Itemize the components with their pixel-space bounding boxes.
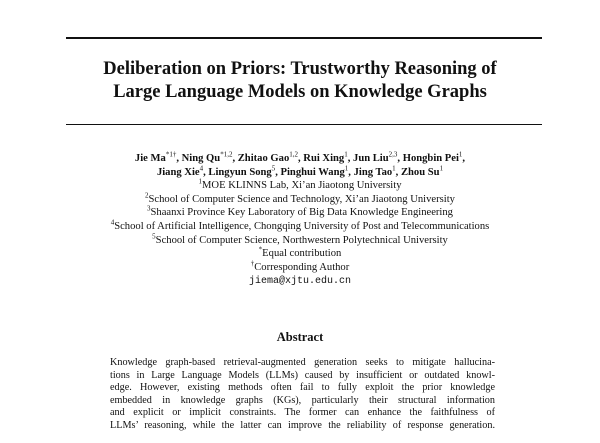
author-line-1: Jie $Ma^{*1\dagger}$, Ning Qu$^{*1,2}$, Zhitao Gao$^{1,2}$, Rui Xing$^1$, Jun Liu$^{2,3}$, Hongbin Pei$^1$, [134,150,466,164]
author-name: Jun Liu [353,153,389,164]
author-sup: 1 [344,164,349,173]
title-rule-top [66,37,542,39]
author-sup: 1 [439,164,444,173]
author-sup: 1 [344,150,348,159]
author-sup: *1,2 [220,150,233,159]
abstract-line: embedded in knowledge graphs (KGs), particularly their structural information [110,394,495,406]
affiliation-4: $^4$School of Artificial Intelligence, Chongqing University of Post and Telecommunications [110,218,490,232]
author-sup: 1 [458,150,463,159]
contact-email: jiema@xjtu.edu.cn [248,276,352,288]
abstract-line: LLMs’ reasoning, while the latter can improve the reliability of response generation. [110,419,495,431]
author-sup: 1,2 [289,150,298,159]
affiliation-3: $^3$Shaanxi Province Key Laboratory of Big Data Knowledge Engineering [147,204,453,219]
abstract-line: edge. However, existing methods often fail to fully exploit the prior knowledge [110,382,495,394]
equal-contribution-note: *Equal contribution [258,245,342,260]
title-rule-bottom [66,124,542,125]
author-name: Jing Tao [353,166,393,178]
author-sup: *1† [165,150,177,159]
author-name: Rui Xing [303,153,345,164]
author-name: Jiang Xie [156,166,200,178]
paper-title [40,58,560,104]
author-name: Ning Qu [181,153,221,164]
author-name: Zhitao Gao [237,153,290,164]
author-sup: 4 [199,164,204,173]
title-line-2: Large Language Models on Knowledge Graphs [113,82,487,102]
abstract-line: tions in Large Language Models (LLMs) caused by insufficient or outdated knowl- [110,369,495,381]
abstract-heading: Abstract [276,330,324,344]
author-name: Jie Ma [134,153,166,164]
author-name: Lingyun Song [208,166,272,178]
corresponding-author-note: †Corresponding Author [250,259,350,273]
affiliation-1: $^1$MOE KLINNS Lab, Xi’an Jiaotong University [198,177,402,192]
author-block [30,152,570,289]
affiliation-2: $^2$School of Computer Science and Technology, Xi’an Jiaotong University [145,191,455,205]
abstract-line: and explicit or implicit constraints. The former can enhance the faithfulness of [110,407,495,419]
author-name: Pinghui Wang [280,166,345,178]
abstract-body [110,357,495,433]
author-name: Zhou Su [400,166,440,178]
title-line-1: Deliberation on Priors: Trustworthy Reasoning of [103,59,497,79]
author-sup: 5 [271,164,276,173]
author-sup: 2,3 [388,150,398,159]
author-name: Hongbin Pei [402,153,459,164]
author-line-2: Jiang Xie$^4$, Lingyun Song$^5$, Pinghui Wang$^1$, Jing Tao$^1$, Zhou Su$^1$ [156,164,444,178]
affiliation-5: $^5$School of Computer Science, Northwestern Polytechnical University [152,232,448,246]
abstract-line: Knowledge graph-based retrieval-augmented generation seeks to mitigate hallucina- [110,357,495,368]
author-sup: 1 [392,164,396,173]
